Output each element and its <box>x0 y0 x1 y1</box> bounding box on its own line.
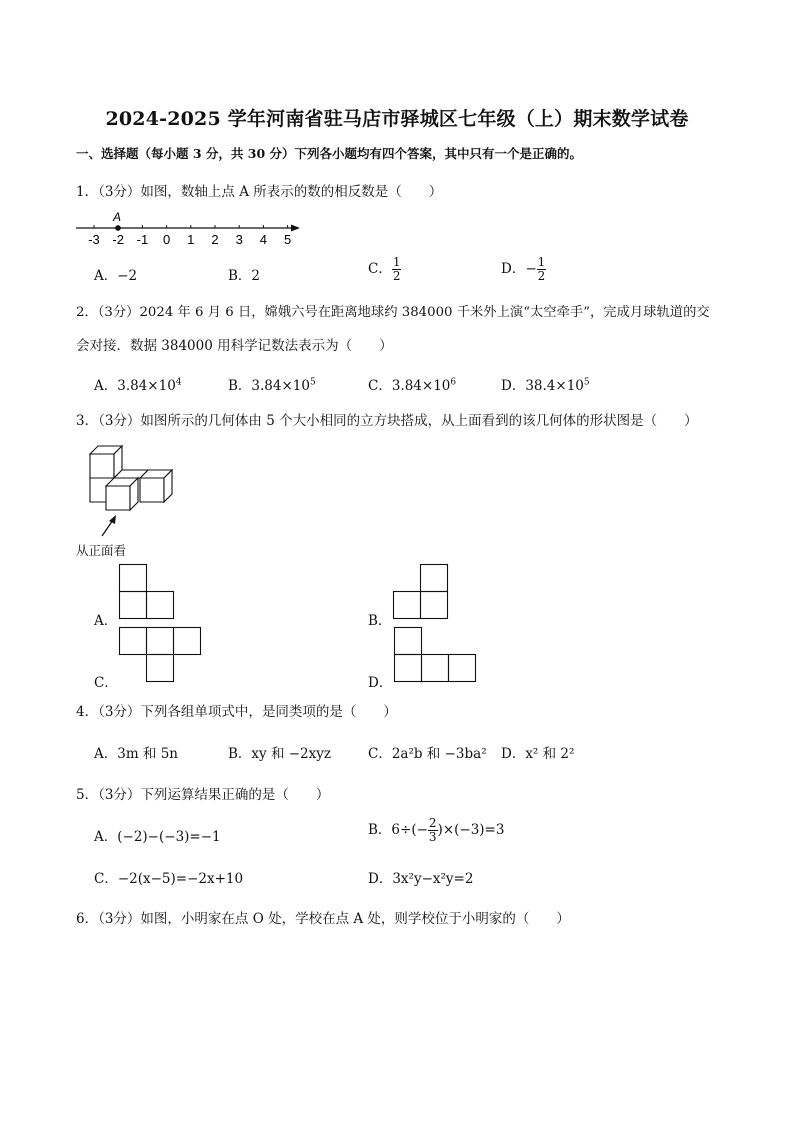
question-5-stem: 5．（3分）下列运算结果正确的是（ ） <box>76 787 330 803</box>
q4-option-b[interactable]: B．xy 和 −2xyz <box>228 746 331 762</box>
q3-option-d-label[interactable]: D． <box>368 675 393 691</box>
q2-option-a[interactable]: A．$3.84\times 10^4$ <box>94 377 182 394</box>
point-a-label: A <box>113 210 122 224</box>
q3-option-c-label[interactable]: C． <box>94 675 118 691</box>
question-4-stem: 4．（3分）下列各组单项式中，是同类项的是（ ） <box>76 704 397 720</box>
front-view-label: 从正面看 <box>76 543 127 558</box>
number-line-tick-label: 2 <box>211 232 219 247</box>
q1-option-d-prefix: D．− <box>501 261 537 277</box>
number-line-tick-label: 5 <box>283 232 292 247</box>
q3-option-c-figure[interactable] <box>119 627 209 687</box>
number-line-arrow-icon <box>291 225 300 232</box>
view-arrow-line <box>102 520 113 536</box>
question-6-stem: 6．（3分）如图，小明家在点 O 处，学校在点 A 处，则学校位于小明家的（ ） <box>76 911 570 927</box>
q3-option-b-figure[interactable] <box>393 564 453 624</box>
view-arrow-icon <box>109 515 116 524</box>
cube-solid-figure <box>82 444 192 544</box>
q5-option-c[interactable]: C．−2(x−5)=−2x+10 <box>94 871 244 887</box>
q5-option-b-fraction: $\frac{2}{3}$ <box>428 816 437 844</box>
number-line-tick-label: 4 <box>259 232 268 247</box>
number-line-tick-label: 1 <box>187 232 195 247</box>
number-line-figure <box>70 208 320 248</box>
q2-option-b[interactable]: B．$3.84\times 10^5$ <box>228 377 316 394</box>
number-line-tick-label: 3 <box>235 232 243 247</box>
q3-option-d-figure[interactable] <box>394 627 484 687</box>
q3-option-a-figure[interactable] <box>119 564 179 624</box>
number-line-tick-label: -1 <box>136 232 149 247</box>
q1-option-b[interactable]: B．2 <box>228 268 261 284</box>
q1-option-d[interactable] <box>501 256 546 283</box>
section-heading: 一、选择题（每小题 3 分，共 30 分）下列各小题均有四个答案，其中只有一个是正确的。 <box>76 146 583 161</box>
q4-option-d[interactable]: D．x² 和 2² <box>501 746 575 762</box>
q5-option-a[interactable]: A．(−2)−(−3)=−1 <box>94 829 221 845</box>
q2-option-d[interactable]: D．$38.4\times 10^5$ <box>501 377 590 394</box>
q5-option-d[interactable]: D．3x²y−x²y=2 <box>368 871 474 887</box>
q4-option-c[interactable]: C．2a²b 和 −3ba² <box>368 746 487 762</box>
q1-option-c-prefix: C． <box>368 261 392 277</box>
q1-option-a[interactable]: A．−2 <box>94 268 138 284</box>
question-2-line-2: 会对接．数据 384000 用科学记数法表示为（ ） <box>76 338 393 354</box>
q1-option-d-fraction: $\frac{1}{2}$ <box>537 255 546 283</box>
q3-option-b-label[interactable]: B． <box>368 613 392 629</box>
q4-option-a[interactable]: A．3m 和 5n <box>94 746 179 762</box>
number-line-tick-label: -3 <box>88 232 100 247</box>
q5-option-b[interactable]: B．6÷(− $\frac{2}{3}$ )×(−3)=3 <box>368 816 505 844</box>
q1-option-c[interactable] <box>368 256 401 283</box>
q2-option-c[interactable]: C．$3.84\times 10^6$ <box>368 377 457 394</box>
page-title: 2024-2025 学年河南省驻马店市驿城区七年级（上）期末数学试卷 <box>105 108 689 130</box>
point-a-dot <box>115 225 121 231</box>
question-1-stem: 1．（3分）如图，数轴上点 A 所表示的数的相反数是（ ） <box>76 184 443 200</box>
number-line-tick-label: 0 <box>162 232 171 247</box>
question-2-line-1: 2．（3分）2024 年 6 月 6 日，嫦娥六号在距离地球约 384000 千米外上演“太空牵手”，完成月球轨道的交 <box>76 305 710 320</box>
q3-option-a-label[interactable]: A． <box>94 613 118 629</box>
question-3-stem: 3．（3分）如图所示的几何体由 5 个大小相同的立方块搭成，从上面看到的该几何体的形状图是（ ） <box>76 413 698 429</box>
q1-option-c-fraction: $\frac{1}{2}$ <box>392 255 401 283</box>
number-line-tick-label: -2 <box>112 232 124 247</box>
